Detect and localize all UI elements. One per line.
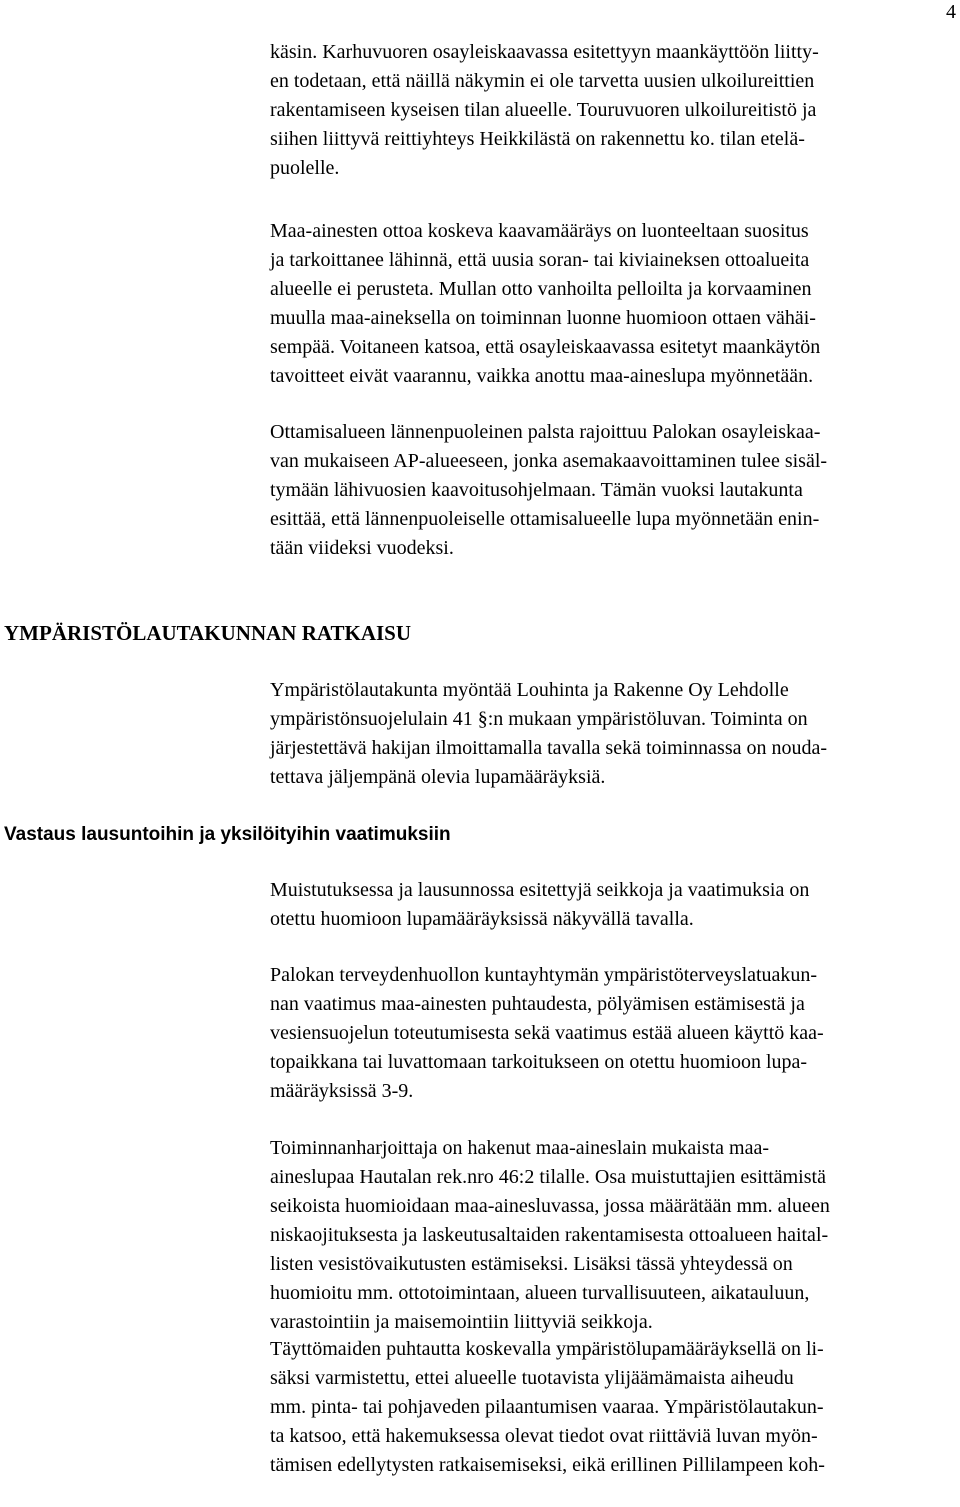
heading-decision: YMPÄRISTÖLAUTAKUNNAN RATKAISU (4, 621, 411, 645)
text-line: muulla maa-aineksella on toiminnan luonne huomioon ottaen vähäi- (270, 307, 816, 329)
paragraph-decision (270, 676, 960, 792)
text-line: rakentamiseen kyseisen tilan alueelle. Touruvuoren ulkoilureitistö ja (270, 99, 817, 121)
text-line: ympäristönsuojelulain 41 §:n mukaan ympäristöluvan. Toiminta on (270, 708, 808, 730)
text-line: Täyttömaiden puhtautta koskevalla ympäristölupamääräyksellä on li- (270, 1338, 824, 1360)
text-line: Maa-ainesten ottoa koskeva kaavamääräys on luonteeltaan suositus (270, 220, 809, 242)
paragraph-land-use (270, 38, 960, 183)
paragraph-fill-soil (270, 1335, 960, 1480)
paragraph-objections (270, 876, 960, 934)
text-line: nan vaatimus maa-ainesten puhtaudesta, pölyämisen estämisestä ja (270, 993, 805, 1015)
text-line: järjestettävä hakijan ilmoittamalla tavalla sekä toiminnassa on nouda- (270, 737, 828, 759)
text-line: Ympäristölautakunta myöntää Louhinta ja Rakenne Oy Lehdolle (270, 679, 789, 701)
text-line: siihen liittyvä reittiyhteys Heikkilästä on rakennettu ko. tilan etelä- (270, 128, 805, 150)
text-line: listen vesistövaikutusten estämiseksi. Lisäksi tässä yhteydessä on (270, 1253, 793, 1275)
text-line: van mukaiseen AP-alueeseen, jonka asemakaavoittaminen tulee sisäl- (270, 450, 828, 472)
text-line: huomioitu mm. ottotoimintaan, alueen turvallisuuteen, aikatauluun, (270, 1282, 810, 1304)
paragraph-zoning-regulation (270, 217, 960, 391)
text-line: käsin. Karhuvuoren osayleiskaavassa esitettyyn maankäyttöön liitty- (270, 41, 819, 63)
text-line: seikoista huomioidaan maa-ainesluvassa, jossa määrätään mm. alueen (270, 1195, 830, 1217)
text-line: sempää. Voitaneen katsoa, että osayleiskaavassa esitetyt maankäytön (270, 336, 821, 358)
paragraph-health-authority (270, 961, 960, 1106)
text-line: tavoitteet eivät vaarannu, vaikka anottu maa-aineslupa myönnetään. (270, 365, 814, 387)
text-line: aineslupaa Hautalan rek.nro 46:2 tilalle. Osa muistuttajien esittämistä (270, 1166, 826, 1188)
text-line: alueelle ei perusteta. Mullan otto vanhoilta pelloilta ja korvaaminen (270, 278, 812, 300)
page-number: 4 (946, 1, 956, 23)
text-line: topaikkana tai luvattomaan tarkoitukseen on otettu huomioon lupa- (270, 1051, 808, 1073)
text-line: säksi varmistettu, ettei alueelle tuotavista ylijäämämaista aiheudu (270, 1367, 794, 1389)
text-line: tettava jäljempänä olevia lupamääräyksiä. (270, 766, 606, 788)
text-line: en todetaan, että näillä näkymin ei ole tarvetta uusien ulkoilureittien (270, 70, 815, 92)
text-line: varastointiin ja maisemointiin liittyviä seikkoja. (270, 1311, 653, 1333)
text-line: Muistutuksessa ja lausunnossa esitettyjä seikkoja ja vaatimuksia on (270, 879, 810, 901)
text-line: tämisen edellytysten ratkaisemiseksi, eikä erillinen Pillilampeen koh- (270, 1454, 825, 1476)
text-line: otettu huomioon lupamääräyksissä näkyvällä tavalla. (270, 908, 694, 930)
paragraph-operator-permit (270, 1134, 960, 1337)
heading-responses: Vastaus lausuntoihin ja yksilöityihin vaatimuksiin (4, 824, 451, 845)
text-line: Palokan terveydenhuollon kuntayhtymän ympäristöterveyslatuakun- (270, 964, 818, 986)
text-line: Toiminnanharjoittaja on hakenut maa-aineslain mukaista maa- (270, 1137, 769, 1159)
text-line: tään viideksi vuodeksi. (270, 537, 454, 559)
text-line: ta katsoo, että hakemuksessa olevat tiedot ovat riittäviä luvan myön- (270, 1425, 818, 1447)
text-line: esittää, että lännenpuoleiselle ottamisalueelle lupa myönnetään enin- (270, 508, 820, 530)
text-line: vesiensuojelun toteutumisesta sekä vaatimus estää alueen käyttö kaa- (270, 1022, 824, 1044)
text-line: ja tarkoittanee lähinnä, että uusia soran- tai kiviaineksen ottoalueita (270, 249, 810, 271)
text-line: niskaojituksesta ja laskeutusaltaiden rakentamisesta ottoalueen haital- (270, 1224, 829, 1246)
text-line: mm. pinta- tai pohjaveden pilaantumisen vaaraa. Ympäristölautakun- (270, 1396, 824, 1418)
text-line: puolelle. (270, 157, 340, 179)
text-line: määräyksissä 3-9. (270, 1080, 414, 1102)
text-line: Ottamisalueen lännenpuoleinen palsta rajoittuu Palokan osayleiskaa- (270, 421, 821, 443)
text-line: tymään lähivuosien kaavoitusohjelmaan. Tämän vuoksi lautakunta (270, 479, 803, 501)
paragraph-west-parcel (270, 418, 960, 563)
